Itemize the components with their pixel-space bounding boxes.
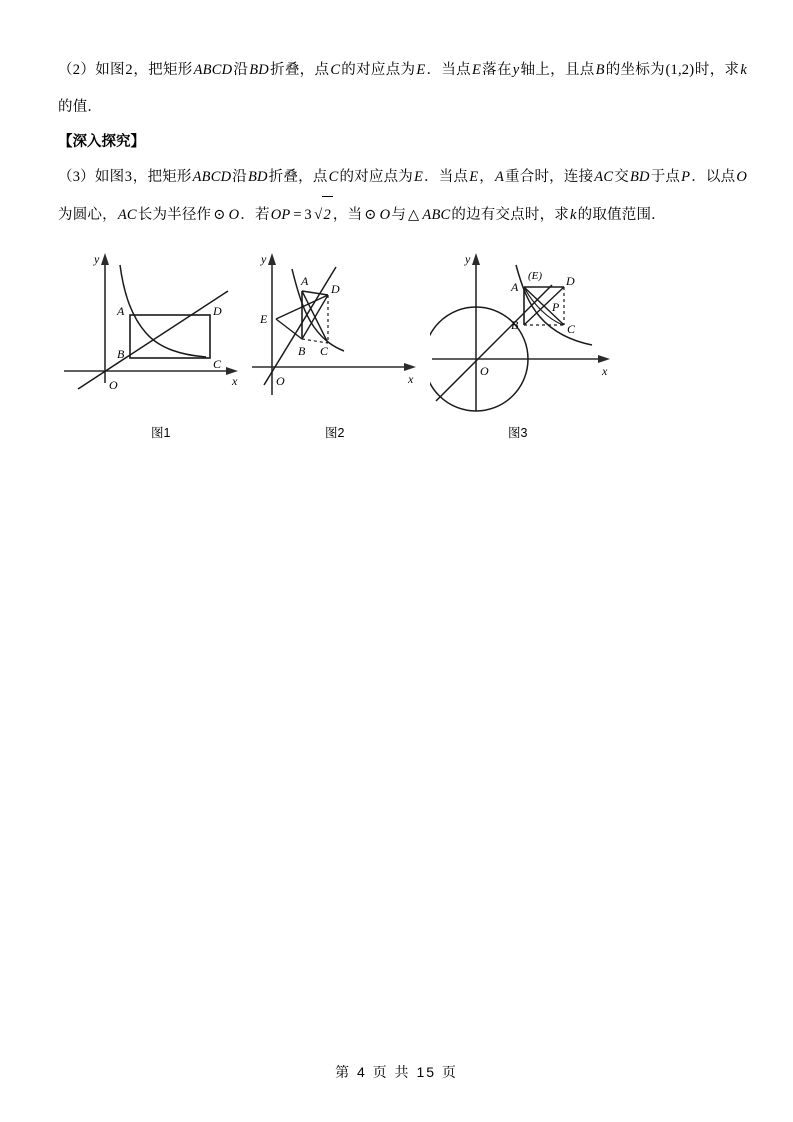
problem-2-var-e-2: E [471,62,482,78]
problem-3-var-abcd: ABCD [192,169,232,185]
problem-2-text-5: 的对应点为 [341,62,416,78]
problem-2-text-1: 如图 [95,62,125,78]
problem-3-comma-1: ， [479,169,494,185]
figure-1-caption: 图1 [151,426,171,440]
figure-1-label-c: C [213,357,222,371]
problem-3-text-8: 交 [614,169,629,185]
problem-2-var-b: B [595,62,605,78]
problem-2-number: （2） [58,62,96,78]
problem-3-paragraph [58,159,748,234]
section-header-deep-exploration: 【深入探究】 [58,134,145,150]
figure-1-label-y: y [94,252,100,266]
problem-3-text-3: 沿 [232,169,247,185]
figure-3-label-y: y [465,252,471,266]
problem-2-coordinate: (1,2) [665,62,695,78]
figure-2-label-d: D [331,282,340,296]
problem-2-var-bd: BD [249,62,269,78]
figure-1-label-origin: O [109,378,118,392]
figure-3-label-x: x [602,364,608,378]
radical-sign: √ [314,207,323,223]
equals-sign: = [293,207,302,223]
problem-3-var-op: OP [270,207,291,223]
y-axis-arrowhead [472,253,480,265]
figure-2-label-e: E [260,312,268,326]
problem-3-text-1: 如图 [94,169,125,185]
figure-2-label-a: A [301,274,309,288]
problem-3-var-o-2: O [228,207,240,223]
y-axis-arrowhead [268,253,276,265]
problem-3-number-3: 3 [304,207,312,223]
problem-3-var-o-1: O [736,169,747,185]
problem-2-var-k: k [740,62,747,78]
figure-3-label-a: A [511,280,519,294]
problem-3-var-k: k [570,207,577,223]
circle-o-symbol-2: ⊙ [364,207,377,223]
segment-bc-dashed [302,339,328,343]
problem-2-text-7: 落在 [482,62,512,78]
figure-2-caption: 图2 [325,426,345,440]
problem-3-var-o-3: O [379,207,391,223]
problem-2-text-6: ．当点 [426,62,471,78]
problem-3-var-ac-1: AC [594,169,614,185]
problem-2-text-11: 的值． [58,99,103,115]
figure-2-label-b: B [298,344,306,358]
figure-3-label-origin: O [480,364,489,378]
figure-3-label-e-paren: (E) [528,270,543,282]
figure-1-label-d: D [213,304,222,318]
problem-3-figref-1: 3 [124,169,133,185]
figure-2 [250,243,450,440]
problem-2-figref-1: 2 [125,62,133,78]
problem-3-var-e-1: E [413,169,424,185]
problem-3-text-4: 折叠，点 [268,169,328,185]
radicand-value: 2 [322,196,332,234]
figure-1 [58,243,258,440]
problem-3-text-2: ，把矩形 [132,169,192,185]
figure-1-label-a: A [117,304,125,318]
problem-3-text-15: 与 [391,207,407,223]
page-footer [0,1062,793,1082]
problem-2-text-4: 折叠，点 [269,62,330,78]
figure-3-caption: 图3 [508,426,528,440]
figures-row [0,243,793,443]
problem-3-text-5: 的对应点为 [339,169,413,185]
problem-2-text-10: 时，求 [694,62,740,78]
text-content [58,52,748,234]
triangle-symbol: △ [408,207,420,223]
problem-3-text-10: ．以点 [691,169,736,185]
y-axis-arrowhead [101,253,109,265]
problem-3-text-12: 长为半径作 [137,207,212,223]
figure-2-label-origin: O [276,374,285,388]
figure-3 [430,243,650,440]
problem-2-var-c: C [330,62,341,78]
problem-2-var-y: y [512,62,520,78]
problem-3-var-bd-1: BD [247,169,268,185]
segment-ad [302,291,328,295]
figure-3-label-b: B [511,318,519,332]
figure-2-svg [250,243,450,418]
problem-3-text-14: ，当 [332,207,363,223]
problem-3-text-9: 于点 [650,169,681,185]
figure-3-svg [430,243,650,418]
problem-3-text-7: 重合时，连接 [505,169,594,185]
problem-2-paragraph [58,52,748,126]
figure-2-label-x: x [408,372,414,386]
problem-3-number: （3） [58,169,95,185]
problem-2-var-abcd: ABCD [193,62,233,78]
x-axis-arrowhead [598,355,610,363]
problem-3-text-13: ．若 [240,207,270,223]
page-number-text: 第 4 页 共 15 页 [335,1064,458,1080]
rectangle-abcd [130,315,210,358]
figure-3-label-p: P [552,300,560,314]
problem-3-text-16: 的边有交点时，求 [451,207,569,223]
problem-2-var-e-1: E [416,62,426,78]
problem-3-var-abc: ABC [422,207,451,223]
x-axis-arrowhead [404,363,416,371]
figure-1-svg [58,243,258,418]
diagonal-line [78,291,228,389]
problem-3-text-17: 的取值范围． [577,207,666,223]
problem-2-text-9: 的坐标为 [605,62,665,78]
circle-o-symbol-1: ⊙ [213,207,226,223]
hyperbola-curve [120,265,206,357]
figure-3-label-d: D [566,274,575,288]
problem-3-text-6: ．当点 [424,169,469,185]
problem-3-var-p: P [681,169,691,185]
problem-3-var-a: A [494,169,505,185]
figure-3-label-c: C [567,322,576,336]
problem-2-text-3: 沿 [233,62,249,78]
problem-3-var-bd-2: BD [629,169,650,185]
figure-2-label-c: C [320,344,329,358]
square-root-expression [312,196,333,234]
problem-3-var-c: C [328,169,339,185]
figure-1-label-b: B [117,347,125,361]
problem-3-text-11: 为圆心， [58,207,117,223]
figure-1-label-x: x [232,374,238,388]
problem-3-var-e-2: E [469,169,479,185]
problem-2-text-2: ，把矩形 [133,62,193,78]
problem-2-text-8: 轴上，且点 [520,62,595,78]
figure-2-label-y: y [261,252,267,266]
problem-3-var-ac-2: AC [117,207,137,223]
